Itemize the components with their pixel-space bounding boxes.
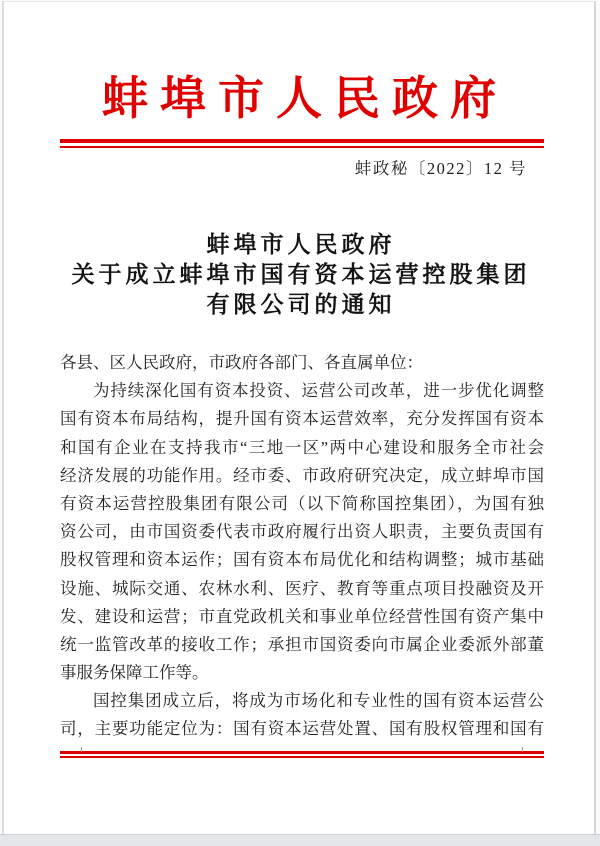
body-line: 国控集团成立后，将成为市场化和专业性的国有资本运营公 (93, 691, 544, 711)
fold-mark-right (522, 747, 523, 752)
body-line: 国有资本布局结构，提升国有资本运营效率，充分发挥国有资本 (60, 409, 544, 429)
body-line: 经济发展的功能作用。经市委、市政府研究决定，成立蚌埠市国 (60, 465, 544, 485)
document-title-line: 关于成立蚌埠市国有资本运营控股集团 (71, 262, 531, 287)
body-line: 司，主要功能定位为：国有资本运营处置、国有股权管理和国有 (60, 719, 544, 739)
body-line: 统一监管改革的接收工作；承担市国资委向市属企业委派外部董 (60, 634, 544, 654)
footer-double-rule (60, 751, 544, 758)
body-line: 各县、区人民政府，市政府各部门、各直属单位： (60, 353, 423, 372)
header-rule-thin-line (60, 146, 544, 148)
body-line: 为持续深化国有资本投资、运营公司改革，进一步优化调整 (93, 381, 544, 401)
fold-mark-left (81, 747, 82, 752)
body-line: 事服务保障工作等。 (60, 663, 209, 683)
document-title (4, 230, 594, 320)
body-line: 资公司，由市国资委代表市政府履行出资人职责，主要负责国有 (60, 522, 544, 542)
document-page (2, 1, 596, 834)
document-title-line: 蚌埠市人民政府 (206, 232, 396, 257)
document-title-line: 有限公司的通知 (206, 292, 396, 317)
page-bottom-backdrop (0, 834, 600, 846)
document-number: 蚌政秘〔2022〕12 号 (354, 159, 527, 178)
body-line: 有资本运营控股集团有限公司（以下简称国控集团），为国有独 (60, 493, 544, 513)
body-line: 和国有企业在支持我市“三地一区”两中心建设和服务全市社会 (60, 437, 544, 457)
issuer-banner: 蚌埠市人民政府 (102, 73, 508, 124)
document-body (60, 349, 544, 744)
body-line: 设施、城际交通、农林水利、医疗、教育等重点项目投融资及开 (60, 578, 544, 598)
header-double-rule (60, 139, 544, 148)
body-line: 发、建设和运营；市直党政机关和事业单位经营性国有资产集中 (60, 606, 544, 626)
footer-rule-bottom-line (60, 756, 544, 759)
body-line: 股权管理和资本运作；国有资本布局优化和结构调整；城市基础 (60, 550, 544, 570)
